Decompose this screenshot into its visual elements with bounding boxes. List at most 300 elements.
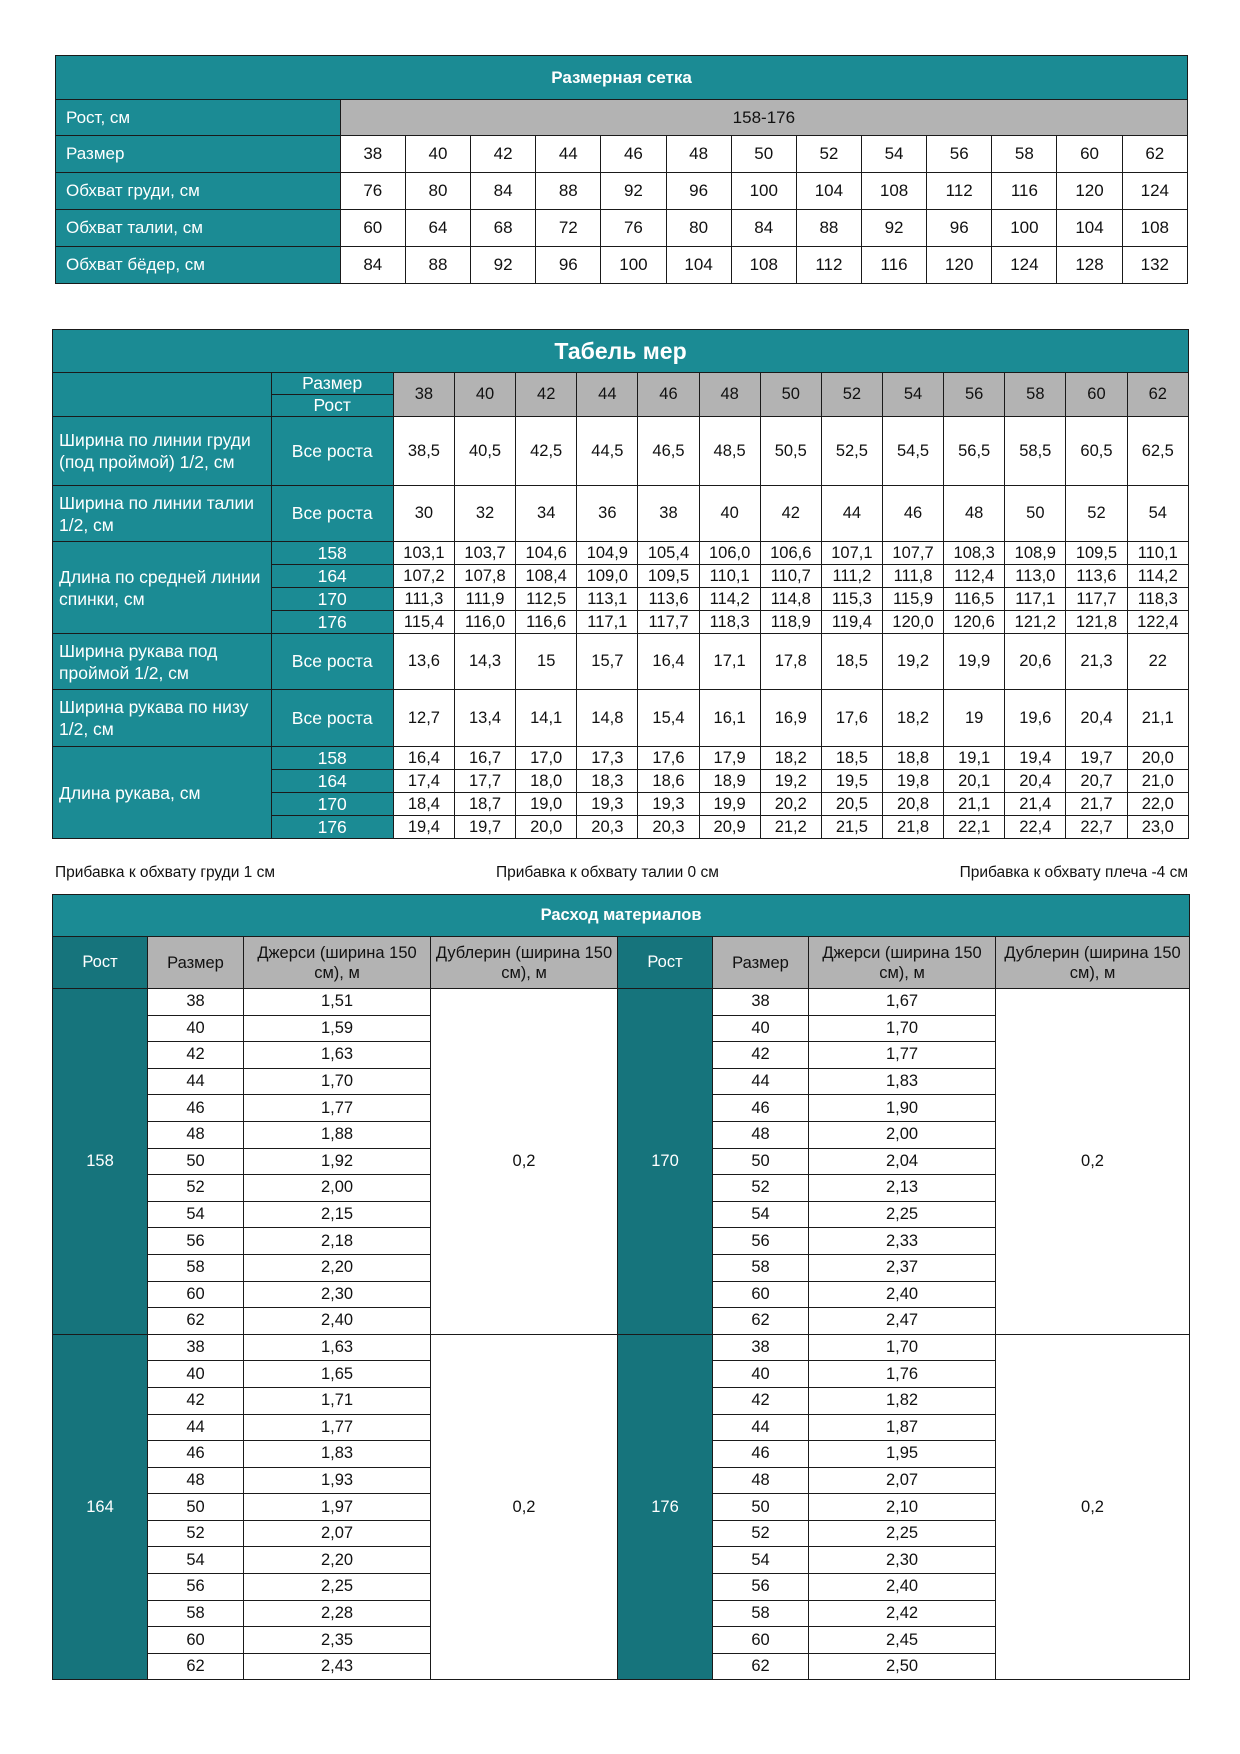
size-cell: 50 <box>148 1148 244 1175</box>
row-label: Ширина рукава по низу 1/2, см <box>53 690 272 747</box>
size-cell: 38 <box>148 989 244 1016</box>
size-cell: 38 <box>713 1334 809 1361</box>
value-cell: 19,3 <box>577 793 638 816</box>
value-cell: 18,5 <box>821 634 882 690</box>
value-cell: 120,6 <box>944 611 1005 634</box>
value-cell: 120 <box>1057 173 1122 210</box>
dublerin-col-header: Дублерин (ширина 150 см), м <box>996 937 1190 989</box>
value-cell: 20,7 <box>1066 770 1127 793</box>
jersey-cell: 2,20 <box>244 1547 431 1574</box>
jersey-cell: 1,83 <box>809 1068 996 1095</box>
value-cell: 107,7 <box>882 542 943 565</box>
size-cell: 42 <box>471 136 536 173</box>
value-cell: 113,6 <box>1066 565 1127 588</box>
value-cell: 50,5 <box>760 417 821 486</box>
value-cell: 109,5 <box>1066 542 1127 565</box>
value-cell: 113,0 <box>1005 565 1066 588</box>
jersey-cell: 2,50 <box>809 1653 996 1680</box>
size-cell: 58 <box>992 136 1057 173</box>
value-cell: 128 <box>1057 247 1122 284</box>
value-cell: 117,7 <box>638 611 699 634</box>
value-cell: 40,5 <box>454 417 515 486</box>
size-cell: 42 <box>148 1042 244 1069</box>
row-label: Обхват груди, см <box>56 173 341 210</box>
value-cell: 22,4 <box>1005 816 1066 839</box>
value-cell: 38,5 <box>393 417 454 486</box>
value-cell: 32 <box>454 486 515 542</box>
jersey-cell: 2,25 <box>809 1520 996 1547</box>
value-cell: 17,9 <box>699 747 760 770</box>
value-cell: 114,2 <box>1127 565 1188 588</box>
size-cell: 48 <box>666 136 731 173</box>
value-cell: 19,9 <box>944 634 1005 690</box>
value-cell: 111,2 <box>821 565 882 588</box>
value-cell: 22,7 <box>1066 816 1127 839</box>
value-cell: 103,1 <box>393 542 454 565</box>
value-cell: 106,0 <box>699 542 760 565</box>
value-cell: 108,9 <box>1005 542 1066 565</box>
size-cell: 38 <box>340 136 405 173</box>
value-cell: 62,5 <box>1127 417 1188 486</box>
value-cell: 112,5 <box>516 588 577 611</box>
value-cell: 40 <box>699 486 760 542</box>
row-sublabel: Все роста <box>271 690 393 747</box>
jersey-cell: 1,76 <box>809 1361 996 1388</box>
size-cell: 46 <box>713 1095 809 1122</box>
size-label: Размер <box>56 136 341 173</box>
value-cell: 108,3 <box>944 542 1005 565</box>
value-cell: 20,8 <box>882 793 943 816</box>
height-range: 158-176 <box>340 100 1187 136</box>
value-cell: 20,6 <box>1005 634 1066 690</box>
size-cell: 54 <box>713 1547 809 1574</box>
height-cell: 170 <box>271 793 393 816</box>
value-cell: 16,7 <box>454 747 515 770</box>
size-cell: 52 <box>713 1520 809 1547</box>
value-cell: 20,9 <box>699 816 760 839</box>
size-header-cell: 48 <box>699 373 760 417</box>
jersey-cell: 2,10 <box>809 1494 996 1521</box>
height-group-cell: 158 <box>53 989 148 1335</box>
jersey-cell: 2,25 <box>244 1574 431 1601</box>
height-cell: 158 <box>271 747 393 770</box>
jersey-cell: 2,28 <box>244 1600 431 1627</box>
dublerin-cell: 0,2 <box>431 989 618 1335</box>
measure-table-title: Табель мер <box>53 330 1189 373</box>
value-cell: 106,6 <box>760 542 821 565</box>
value-cell: 104,9 <box>577 542 638 565</box>
value-cell: 20,3 <box>638 816 699 839</box>
waist-girth-row <box>56 210 1188 247</box>
value-cell: 14,3 <box>454 634 515 690</box>
value-cell: 132 <box>1122 247 1187 284</box>
size-cell: 54 <box>148 1201 244 1228</box>
jersey-cell: 1,77 <box>244 1414 431 1441</box>
value-cell: 44 <box>821 486 882 542</box>
size-header-cell: 58 <box>1005 373 1066 417</box>
jersey-cell: 1,77 <box>809 1042 996 1069</box>
size-header-cell: 42 <box>516 373 577 417</box>
jersey-cell: 1,88 <box>244 1121 431 1148</box>
height-cell: 164 <box>271 770 393 793</box>
row-label: Длина по средней линии спинки, см <box>53 542 272 634</box>
size-cell: 48 <box>713 1467 809 1494</box>
value-cell: 115,4 <box>393 611 454 634</box>
value-cell: 56,5 <box>944 417 1005 486</box>
value-cell: 16,4 <box>393 747 454 770</box>
height-cell: 158 <box>271 542 393 565</box>
size-col-header: Размер <box>148 937 244 989</box>
value-cell: 122,4 <box>1127 611 1188 634</box>
value-cell: 21,5 <box>821 816 882 839</box>
row-sublabel: Все роста <box>271 634 393 690</box>
size-col-header: Размер <box>713 937 809 989</box>
size-cell: 52 <box>713 1175 809 1202</box>
size-cell: 56 <box>148 1228 244 1255</box>
jersey-cell: 2,20 <box>244 1254 431 1281</box>
size-cell: 50 <box>713 1494 809 1521</box>
value-cell: 116,5 <box>944 588 1005 611</box>
note-shoulder: Прибавка к обхвату плеча -4 см <box>959 864 1188 881</box>
jersey-cell: 2,43 <box>244 1653 431 1680</box>
size-header-cell: 62 <box>1127 373 1188 417</box>
value-cell: 21,0 <box>1127 770 1188 793</box>
value-cell: 17,0 <box>516 747 577 770</box>
value-cell: 23,0 <box>1127 816 1188 839</box>
value-cell: 88 <box>405 247 470 284</box>
value-cell: 21,3 <box>1066 634 1127 690</box>
value-cell: 107,2 <box>393 565 454 588</box>
value-cell: 60 <box>340 210 405 247</box>
height-group-cell: 176 <box>618 1334 713 1680</box>
size-cell: 62 <box>148 1308 244 1335</box>
value-cell: 111,9 <box>454 588 515 611</box>
height-group-cell: 170 <box>618 989 713 1335</box>
hip-girth-row <box>56 247 1188 284</box>
sleeve-length-row <box>53 747 1189 770</box>
value-cell: 112 <box>927 173 992 210</box>
value-cell: 119,4 <box>821 611 882 634</box>
value-cell: 17,6 <box>638 747 699 770</box>
row-label: Обхват талии, см <box>56 210 341 247</box>
size-header-cell: 60 <box>1066 373 1127 417</box>
value-cell: 38 <box>638 486 699 542</box>
jersey-cell: 2,40 <box>809 1281 996 1308</box>
value-cell: 18,0 <box>516 770 577 793</box>
jersey-cell: 2,15 <box>244 1201 431 1228</box>
jersey-cell: 1,65 <box>244 1361 431 1388</box>
size-cell: 44 <box>536 136 601 173</box>
value-cell: 121,2 <box>1005 611 1066 634</box>
value-cell: 20,3 <box>577 816 638 839</box>
size-cell: 40 <box>405 136 470 173</box>
value-cell: 103,7 <box>454 542 515 565</box>
value-cell: 109,5 <box>638 565 699 588</box>
jersey-cell: 1,77 <box>244 1095 431 1122</box>
row-sublabel: Все роста <box>271 417 393 486</box>
size-cell: 46 <box>601 136 666 173</box>
value-cell: 76 <box>601 210 666 247</box>
value-cell: 18,3 <box>577 770 638 793</box>
jersey-cell: 2,30 <box>244 1281 431 1308</box>
size-cell: 56 <box>713 1574 809 1601</box>
value-cell: 112,4 <box>944 565 1005 588</box>
value-cell: 52 <box>1066 486 1127 542</box>
value-cell: 18,9 <box>699 770 760 793</box>
size-cell: 40 <box>713 1015 809 1042</box>
value-cell: 84 <box>340 247 405 284</box>
value-cell: 15,7 <box>577 634 638 690</box>
size-cell: 62 <box>148 1653 244 1680</box>
height-col-header: Рост <box>618 937 713 989</box>
materials-title: Расход материалов <box>53 895 1190 937</box>
size-cell: 60 <box>148 1281 244 1308</box>
size-cell: 50 <box>148 1494 244 1521</box>
value-cell: 34 <box>516 486 577 542</box>
value-cell: 111,3 <box>393 588 454 611</box>
size-cell: 38 <box>148 1334 244 1361</box>
value-cell: 48 <box>944 486 1005 542</box>
value-cell: 118,3 <box>1127 588 1188 611</box>
row-sublabel: Все роста <box>271 486 393 542</box>
measure-table <box>52 329 1189 839</box>
height-cell: 164 <box>271 565 393 588</box>
value-cell: 104 <box>1057 210 1122 247</box>
jersey-cell: 2,45 <box>809 1627 996 1654</box>
back-length-row <box>53 542 1189 565</box>
value-cell: 64 <box>405 210 470 247</box>
jersey-cell: 1,70 <box>809 1334 996 1361</box>
jersey-cell: 2,00 <box>244 1175 431 1202</box>
note-waist: Прибавка к обхвату талии 0 см <box>496 864 719 881</box>
value-cell: 118,9 <box>760 611 821 634</box>
value-cell: 12,7 <box>393 690 454 747</box>
size-cell: 50 <box>713 1148 809 1175</box>
height-col-header: Рост <box>53 937 148 989</box>
value-cell: 30 <box>393 486 454 542</box>
size-cell: 56 <box>148 1574 244 1601</box>
value-cell: 113,1 <box>577 588 638 611</box>
value-cell: 111,8 <box>882 565 943 588</box>
value-cell: 117,1 <box>577 611 638 634</box>
jersey-cell: 2,40 <box>809 1574 996 1601</box>
value-cell: 110,1 <box>1127 542 1188 565</box>
jersey-cell: 2,35 <box>244 1627 431 1654</box>
value-cell: 17,3 <box>577 747 638 770</box>
value-cell: 121,8 <box>1066 611 1127 634</box>
height-cell: 176 <box>271 816 393 839</box>
jersey-cell: 2,42 <box>809 1600 996 1627</box>
chest-girth-row <box>56 173 1188 210</box>
value-cell: 116 <box>992 173 1057 210</box>
value-cell: 80 <box>405 173 470 210</box>
size-cell: 54 <box>148 1547 244 1574</box>
value-cell: 76 <box>340 173 405 210</box>
jersey-cell: 1,82 <box>809 1387 996 1414</box>
value-cell: 108 <box>861 173 926 210</box>
value-cell: 100 <box>601 247 666 284</box>
value-cell: 96 <box>536 247 601 284</box>
value-cell: 18,8 <box>882 747 943 770</box>
value-cell: 20,2 <box>760 793 821 816</box>
size-cell: 58 <box>713 1254 809 1281</box>
value-cell: 120,0 <box>882 611 943 634</box>
value-cell: 19,6 <box>1005 690 1066 747</box>
value-cell: 22,1 <box>944 816 1005 839</box>
sleeve-width-armhole-row <box>53 634 1189 690</box>
value-cell: 17,4 <box>393 770 454 793</box>
value-cell: 72 <box>536 210 601 247</box>
value-cell: 14,8 <box>577 690 638 747</box>
value-cell: 48,5 <box>699 417 760 486</box>
size-cell: 62 <box>1122 136 1187 173</box>
value-cell: 114,8 <box>760 588 821 611</box>
value-cell: 16,1 <box>699 690 760 747</box>
value-cell: 68 <box>471 210 536 247</box>
corner-cell <box>53 373 272 417</box>
value-cell: 115,3 <box>821 588 882 611</box>
jersey-cell: 2,07 <box>244 1520 431 1547</box>
value-cell: 18,7 <box>454 793 515 816</box>
value-cell: 18,4 <box>393 793 454 816</box>
value-cell: 104 <box>666 247 731 284</box>
size-cell: 40 <box>713 1361 809 1388</box>
jersey-cell: 1,67 <box>809 989 996 1016</box>
value-cell: 19,7 <box>454 816 515 839</box>
size-grid-title: Размерная сетка <box>56 56 1188 100</box>
value-cell: 105,4 <box>638 542 699 565</box>
value-cell: 20,0 <box>1127 747 1188 770</box>
value-cell: 19,4 <box>1005 747 1066 770</box>
value-cell: 16,4 <box>638 634 699 690</box>
height-label: Рост, см <box>56 100 341 136</box>
value-cell: 116,0 <box>454 611 515 634</box>
value-cell: 54 <box>1127 486 1188 542</box>
size-header-cell: 52 <box>821 373 882 417</box>
waist-width-row <box>53 486 1189 542</box>
jersey-cell: 1,71 <box>244 1387 431 1414</box>
size-cell: 40 <box>148 1361 244 1388</box>
size-header-cell: 54 <box>882 373 943 417</box>
size-cell: 62 <box>713 1308 809 1335</box>
size-header-cell: 46 <box>638 373 699 417</box>
size-grid-table <box>55 55 1188 284</box>
height-cell: 170 <box>271 588 393 611</box>
value-cell: 19,2 <box>760 770 821 793</box>
size-cell: 56 <box>713 1228 809 1255</box>
height-group-cell: 164 <box>53 1334 148 1680</box>
jersey-cell: 1,90 <box>809 1095 996 1122</box>
size-header-cell: 40 <box>454 373 515 417</box>
value-cell: 116,6 <box>516 611 577 634</box>
row-label: Ширина по линии талии 1/2, см <box>53 486 272 542</box>
jersey-cell: 1,51 <box>244 989 431 1016</box>
size-cell: 48 <box>713 1121 809 1148</box>
row-label: Ширина рукава под проймой 1/2, см <box>53 634 272 690</box>
value-cell: 117,7 <box>1066 588 1127 611</box>
jersey-cell: 2,00 <box>809 1121 996 1148</box>
value-cell: 46,5 <box>638 417 699 486</box>
value-cell: 108 <box>731 247 796 284</box>
sleeve-width-bottom-row <box>53 690 1189 747</box>
value-cell: 116 <box>861 247 926 284</box>
jersey-cell: 2,33 <box>809 1228 996 1255</box>
value-cell: 115,9 <box>882 588 943 611</box>
jersey-cell: 1,63 <box>244 1334 431 1361</box>
value-cell: 42 <box>760 486 821 542</box>
size-cell: 42 <box>148 1387 244 1414</box>
value-cell: 84 <box>471 173 536 210</box>
height-header: Рост <box>271 395 393 417</box>
value-cell: 21,1 <box>1127 690 1188 747</box>
size-cell: 52 <box>148 1175 244 1202</box>
size-cell: 54 <box>861 136 926 173</box>
size-cell: 48 <box>148 1121 244 1148</box>
value-cell: 54,5 <box>882 417 943 486</box>
table-row <box>53 1334 1190 1361</box>
value-cell: 44,5 <box>577 417 638 486</box>
size-header-cell: 38 <box>393 373 454 417</box>
jersey-cell: 1,92 <box>244 1148 431 1175</box>
value-cell: 21,4 <box>1005 793 1066 816</box>
dublerin-col-header: Дублерин (ширина 150 см), м <box>431 937 618 989</box>
jersey-cell: 1,95 <box>809 1441 996 1468</box>
size-cell: 42 <box>713 1387 809 1414</box>
value-cell: 117,1 <box>1005 588 1066 611</box>
value-cell: 13,4 <box>454 690 515 747</box>
size-cell: 60 <box>148 1627 244 1654</box>
jersey-cell: 1,93 <box>244 1467 431 1494</box>
value-cell: 108,4 <box>516 565 577 588</box>
value-cell: 20,1 <box>944 770 1005 793</box>
jersey-col-header: Джерси (ширина 150 см), м <box>244 937 431 989</box>
size-cell: 60 <box>713 1627 809 1654</box>
size-cell: 50 <box>731 136 796 173</box>
value-cell: 88 <box>536 173 601 210</box>
size-cell: 44 <box>713 1068 809 1095</box>
value-cell: 112 <box>796 247 861 284</box>
value-cell: 36 <box>577 486 638 542</box>
row-label: Обхват бёдер, см <box>56 247 341 284</box>
value-cell: 19,1 <box>944 747 1005 770</box>
jersey-cell: 2,07 <box>809 1467 996 1494</box>
row-label: Длина рукава, см <box>53 747 272 839</box>
value-cell: 107,1 <box>821 542 882 565</box>
size-cell: 58 <box>148 1600 244 1627</box>
value-cell: 52,5 <box>821 417 882 486</box>
jersey-col-header: Джерси (ширина 150 см), м <box>809 937 996 989</box>
value-cell: 88 <box>796 210 861 247</box>
value-cell: 19,0 <box>516 793 577 816</box>
jersey-cell: 2,37 <box>809 1254 996 1281</box>
jersey-cell: 1,59 <box>244 1015 431 1042</box>
value-cell: 20,4 <box>1005 770 1066 793</box>
jersey-cell: 2,04 <box>809 1148 996 1175</box>
jersey-cell: 1,63 <box>244 1042 431 1069</box>
size-header-cell: 56 <box>944 373 1005 417</box>
jersey-cell: 2,18 <box>244 1228 431 1255</box>
value-cell: 118,3 <box>699 611 760 634</box>
table-row <box>53 989 1190 1016</box>
value-cell: 19 <box>944 690 1005 747</box>
value-cell: 107,8 <box>454 565 515 588</box>
value-cell: 80 <box>666 210 731 247</box>
value-cell: 58,5 <box>1005 417 1066 486</box>
size-cell: 46 <box>148 1441 244 1468</box>
jersey-cell: 2,13 <box>809 1175 996 1202</box>
jersey-cell: 1,83 <box>244 1441 431 1468</box>
value-cell: 22 <box>1127 634 1188 690</box>
